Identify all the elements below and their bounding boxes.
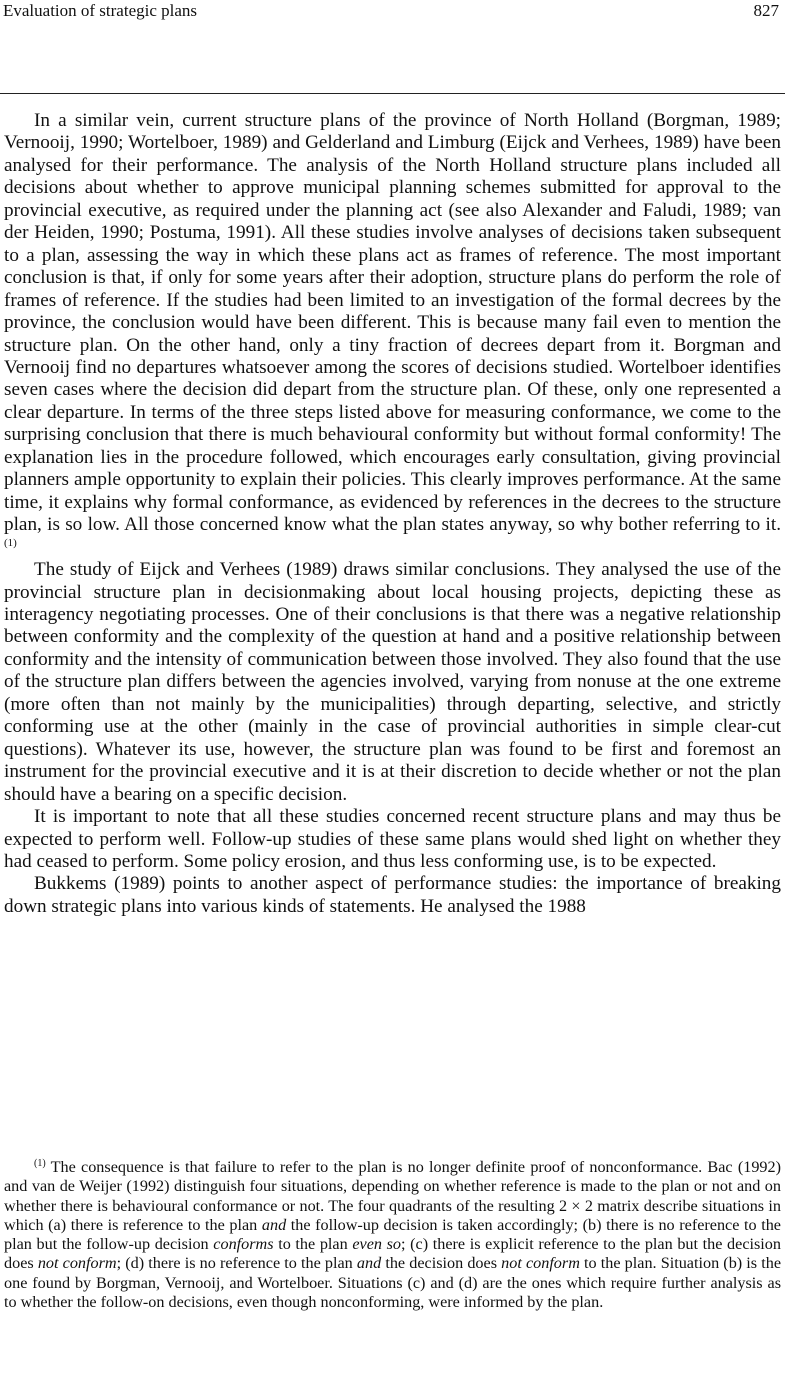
paragraph-4: Bukkems (1989) points to another aspect of performance studies: the importance of breaking down strategic plans into various kinds of statements. He analysed the 1988 — [4, 873, 781, 917]
footnote-mark: (1) — [34, 1158, 46, 1169]
footnote-emph-2: conforms — [213, 1235, 274, 1253]
footnote-emph-3: even so — [352, 1235, 402, 1253]
running-header — [0, 0, 785, 24]
footnote-emph-4: not conform — [37, 1254, 117, 1273]
paragraph-1 — [4, 110, 781, 559]
footnote-text-1: The consequence is that failure to refer to the plan is no longer definite proof of nonconformance. Bac (1992) and van de Weijer (1992) distinguish four situations, depending on whether reference is made to the plan or not and on whether there is behavioural conformance or not. The four quadrants of the resulting 2 × 2 matrix describe situations in which (a) there is reference to the plan — [4, 1158, 781, 1234]
footnote-text-3: to the plan — [273, 1235, 353, 1253]
footnote-1 — [4, 1158, 781, 1312]
paragraph-3: It is important to note that all these studies concerned recent structure plans and may thus be expected to perform well. Follow-up studies of these same plans would shed light on whether they had ceased to perform. Some policy erosion, and thus less conforming use, is to be expected. — [4, 806, 781, 872]
running-title: Evaluation of strategic plans — [3, 1, 198, 20]
header-rule — [0, 93, 785, 94]
paragraph-1-text: In a similar vein, current structure plans of the province of North Holland (Borgman, 1989; Vernooij, 1990; Wortelboer, 1989) and Gelderland and Limburg (Eijck and Verhees, 1989) have been analysed for their performance. The analysis of the North Holland structure plans included all decisions about whether to approve municipal planning schemes submitted for approval to the provincial executive, as required under the planning act (see also Alexander and Faludi, 1989; van der Heiden, 1990; Postuma, 1991). All these studies involve analyses of decisions taken subsequent to a plan, assessing the way in which these plans act as frames of reference. The most important conclusion is that, if only for some years after their adoption, structure plans do perform the role of frames of reference. If the studies had been limited to an investigation of the formal decrees by the province, the conclusion would have been different. This is because many fail even to mention the structure plan. On the other hand, only a tiny fraction of decrees depart from it. Borgman and Vernooij find no departures whatsoever among the scores of decisions studied. Wortelboer identifies seven cases where the decision did depart from the structure plan. Of these, only one represented a clear departure. In terms of the three steps listed above for measuring conformance, we come to the surprising conclusion that there is much behavioural conformity but without formal conformity! The explanation lies in the procedure followed, which encourages early consultation, giving provincial planners ample opportunity to explain their policies. This clearly improves performance. At the same time, it explains why formal conformance, as evidenced by references in the decrees to the structure plan, is so low. All those concerned know what the plan states anyway, so why bother referring to it. — [4, 110, 781, 536]
footnote-text-6: the decision does — [381, 1254, 502, 1273]
footnote-emph-6: not conform — [501, 1254, 580, 1273]
footnote-text-2: the follow-up decision is taken accordingly; (b) there is no reference to the plan but the follow-up decision — [4, 1215, 781, 1253]
footnote-text-7: to the plan. Situation (b) is the one found by Borgman, Vernooij, and Wortelboer. Situations (c) and (d) are the ones which require further analysis as to whether the follow-on decisions, even though nonconforming, were informed by the plan. — [4, 1254, 782, 1311]
footnote-emph-5: and — [356, 1254, 382, 1273]
footnote-text-4: ; (c) there is explicit reference to the plan but the decision does — [4, 1235, 781, 1273]
footnote-emph-1: and — [261, 1215, 287, 1234]
footnote-reference: (1) — [4, 536, 17, 549]
footnote-text-5: ; (d) there is no reference to the plan — [116, 1254, 357, 1273]
body-text — [4, 110, 781, 918]
paragraph-2: The study of Eijck and Verhees (1989) draws similar conclusions. They analysed the use of the provincial structure plan in decisionmaking about local housing projects, depicting these as interagency negotiating processes. One of their conclusions is that there was a negative relationship between conformity and the complexity of the question at hand and a positive relationship between conformity and the intensity of communication between those involved. They also found that the use of the structure plan differs between the agencies involved, varying from nonuse at the one extreme (more often than not mainly by the municipalities) through departing, selective, and strictly conforming use at the other (mainly in the case of provincial authorities in simple clear-cut questions). Whatever its use, however, the structure plan was found to be first and foremost an instrument for the provincial executive and it is at their discretion to decide whether or not the plan should have a bearing on a specific decision. — [4, 559, 781, 805]
footnote — [4, 1158, 781, 1312]
page-number: 827 — [753, 1, 779, 20]
